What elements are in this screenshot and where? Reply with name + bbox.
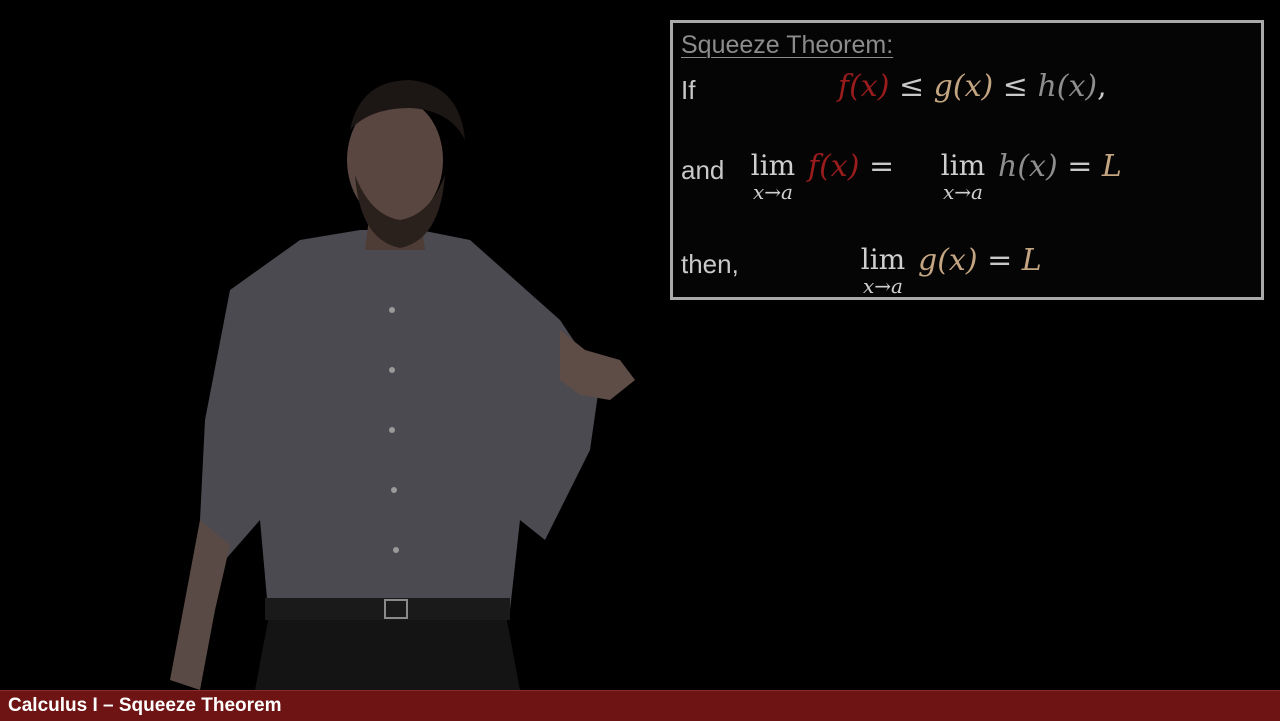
lim-text: lim	[940, 149, 986, 182]
limit-f-expression	[808, 149, 894, 184]
lim-subscript: x→a	[943, 180, 983, 204]
theorem-board	[670, 20, 1264, 300]
f-of-x: f(x)	[838, 69, 890, 104]
lecture-title: Calculus I – Squeeze Theorem	[8, 695, 282, 716]
equals-symbol-2: =	[1067, 149, 1093, 184]
h-of-x-limit: h(x)	[998, 149, 1058, 184]
then-word: then,	[681, 249, 739, 279]
lim-text: lim	[750, 149, 796, 182]
leq-symbol-2: ≤	[1002, 69, 1028, 104]
and-word: and	[681, 155, 725, 185]
lim-subscript: x→a	[863, 274, 903, 298]
inequality-expression	[838, 69, 1107, 104]
if-word: If	[681, 75, 696, 105]
lim-text: lim	[860, 243, 906, 276]
limit-L: L	[1101, 149, 1122, 184]
limit-operator-g	[851, 245, 915, 297]
equals-symbol-1: =	[868, 149, 895, 184]
g-of-x-limit: g(x)	[918, 243, 978, 278]
comma: ,	[1097, 69, 1107, 104]
conclusion-L: L	[1021, 243, 1042, 278]
limit-g-expression	[918, 243, 1042, 278]
leq-symbol-1: ≤	[898, 69, 925, 104]
equals-symbol-3: =	[987, 243, 1013, 278]
g-of-x: g(x)	[933, 69, 994, 104]
limit-operator-h	[931, 151, 995, 203]
limit-operator-f	[741, 151, 805, 203]
limit-h-expression	[998, 149, 1122, 184]
lim-subscript: x→a	[753, 180, 793, 204]
theorem-title: Squeeze Theorem:	[681, 31, 894, 59]
h-of-x: h(x)	[1037, 69, 1098, 104]
f-of-x-limit: f(x)	[808, 149, 860, 184]
lecture-footer-bar	[0, 690, 1280, 721]
